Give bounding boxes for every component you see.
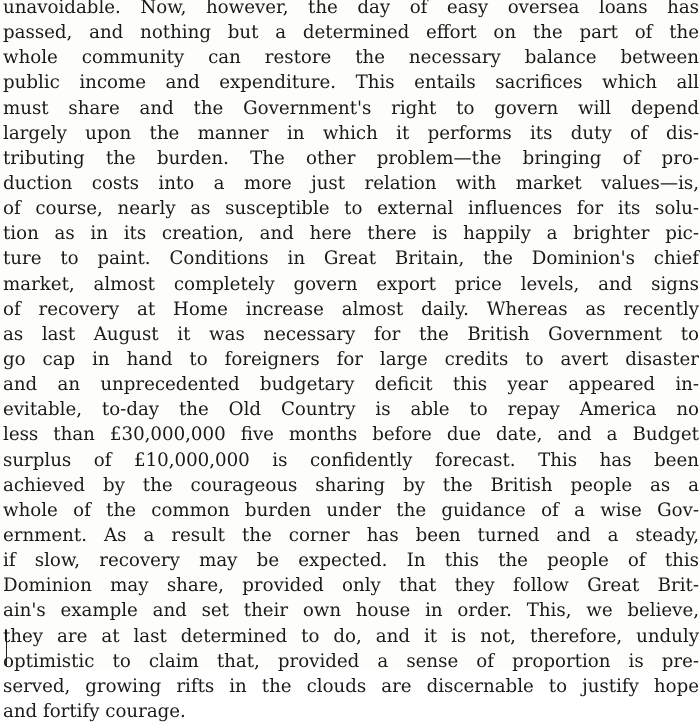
text-line-25: ain's example and set their own house in order. This, we believe, <box>3 600 699 622</box>
article-column <box>3 0 699 724</box>
text-line-4: public income and expenditure. This entails sacrifices which all <box>3 72 699 94</box>
text-line-1: unavoidable. Now, however, the day of easy oversea loans has <box>3 0 699 18</box>
text-line-13: of recovery at Home increase almost daily. Whereas as recently <box>3 298 699 320</box>
text-line-6: largely upon the manner in which it performs its duty of dis- <box>3 122 699 144</box>
text-line-11: ture to paint. Conditions in Great Britain, the Dominion's chief <box>3 248 699 270</box>
text-line-26: they are at last determined to do, and it is not, therefore, unduly <box>3 625 699 647</box>
text-line-20: achieved by the courageous sharing by the British people as a <box>3 474 699 496</box>
text-line-23: if slow, recovery may be expected. In this the people of this <box>3 550 699 572</box>
text-line-29: and fortify courage. <box>3 700 186 722</box>
text-line-3: whole community can restore the necessary balance between <box>3 47 699 69</box>
text-line-5: must share and the Government's right to govern will depend <box>3 97 699 119</box>
text-line-14: as last August it was necessary for the British Government to <box>3 323 699 345</box>
text-line-8: duction costs into a more just relation with market values—is, <box>3 172 699 194</box>
text-line-18: less than £30,000,000 five months before due date, and a Budget <box>3 424 699 446</box>
text-line-15: go cap in hand to foreigners for large credits to avert disaster <box>3 348 699 370</box>
text-line-10: tion as in its creation, and here there is happily a brighter pic- <box>3 223 699 245</box>
text-line-24: Dominion may share, provided only that they follow Great Brit- <box>3 575 699 597</box>
text-line-21: whole of the common burden under the guidance of a wise Gov- <box>3 499 699 521</box>
text-line-16: and an unprecedented budgetary deficit this year appeared in- <box>3 374 699 396</box>
text-line-22: ernment. As a result the corner has been turned and a steady, <box>3 524 699 546</box>
text-line-27: optimistic to claim that, provided a sense of proportion is pre- <box>3 650 699 672</box>
text-line-19: surplus of £10,000,000 is confidently forecast. This has been <box>3 449 699 471</box>
text-line-9: of course, nearly as susceptible to external influences for its solu- <box>3 198 699 220</box>
text-line-17: evitable, to-day the Old Country is able to repay America no <box>3 399 699 421</box>
text-line-2: passed, and nothing but a determined effort on the part of the <box>3 22 699 44</box>
text-line-12: market, almost completely govern export price levels, and signs <box>3 273 699 295</box>
text-line-28: served, growing rifts in the clouds are discernable to justify hope <box>3 675 699 697</box>
text-line-7: tributing the burden. The other problem—the bringing of pro- <box>3 147 699 169</box>
